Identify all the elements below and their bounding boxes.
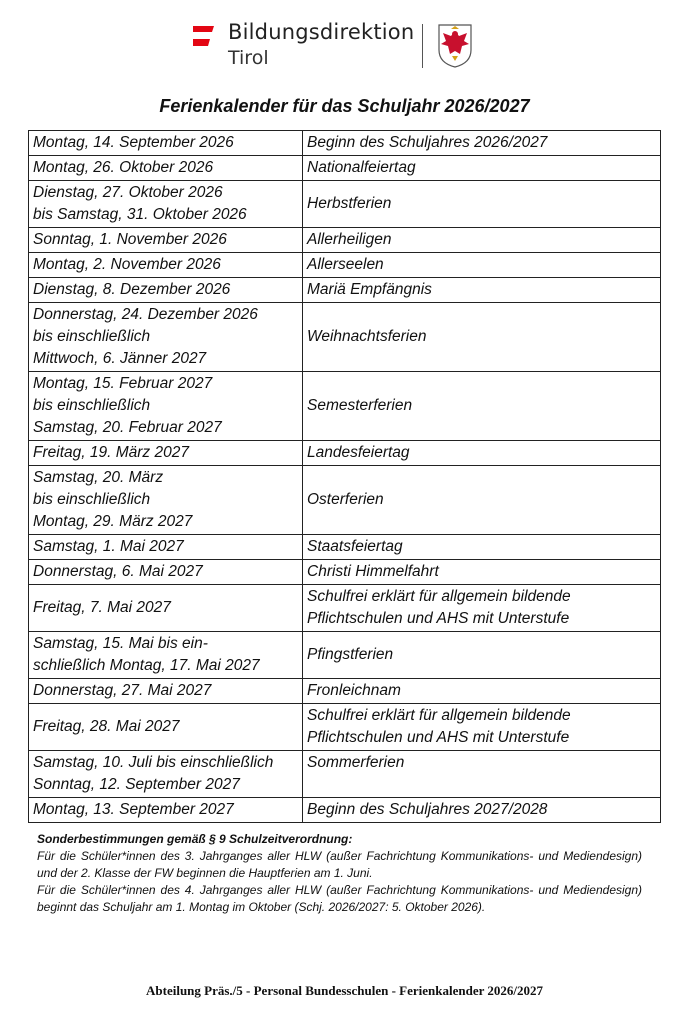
date-line: bis einschließlich bbox=[33, 491, 151, 508]
date-line: Donnerstag, 24. Dezember 2026 bbox=[33, 306, 258, 323]
event-line: Staatsfeiertag bbox=[307, 538, 403, 555]
date-cell bbox=[29, 131, 303, 156]
event-cell bbox=[303, 278, 661, 303]
logo-divider bbox=[422, 24, 423, 68]
special-provisions-paragraph-1: Für die Schüler*innen des 3. Jahrganges aller HLW (außer Fachrichtung Kommunikations- und Mediendesign) und der 2. Klasse der FW beginnen die Hauptferien am 1. Juni. bbox=[37, 849, 642, 880]
date-line: Samstag, 10. Juli bis einschließlich bbox=[33, 754, 274, 771]
event-line: Mariä Empfängnis bbox=[307, 281, 432, 298]
date-cell bbox=[29, 228, 303, 253]
date-line: Montag, 15. Februar 2027 bbox=[33, 375, 213, 392]
date-line: Donnerstag, 27. Mai 2027 bbox=[33, 682, 212, 699]
date-cell bbox=[29, 560, 303, 585]
page-footer: Abteilung Präs./5 - Personal Bundesschulen - Ferienkalender 2026/2027 bbox=[146, 983, 543, 998]
date-line: Freitag, 7. Mai 2027 bbox=[33, 599, 171, 616]
event-line: Nationalfeiertag bbox=[307, 159, 416, 176]
event-line: Pflichtschulen und AHS mit Unterstufe bbox=[307, 610, 570, 627]
date-cell bbox=[29, 372, 303, 441]
date-line: bis einschließlich bbox=[33, 328, 151, 345]
event-cell bbox=[303, 156, 661, 181]
table-row bbox=[29, 181, 661, 228]
event-cell bbox=[303, 704, 661, 751]
table-row bbox=[29, 560, 661, 585]
table-row bbox=[29, 303, 661, 372]
date-cell bbox=[29, 278, 303, 303]
event-cell bbox=[303, 253, 661, 278]
date-line: Freitag, 28. Mai 2027 bbox=[33, 718, 180, 735]
table-row bbox=[29, 798, 661, 823]
date-cell bbox=[29, 181, 303, 228]
date-cell bbox=[29, 751, 303, 798]
event-cell bbox=[303, 228, 661, 253]
special-provisions-paragraph-2: Für die Schüler*innen des 4. Jahrganges aller HLW (außer Fachrichtung Kommunikations- und Mediendesign) beginnt das Schuljahr am 1. Montag im Oktober (Schj. 2026/2027: 5. Oktober 2026). bbox=[37, 883, 642, 914]
date-cell bbox=[29, 441, 303, 466]
date-cell bbox=[29, 156, 303, 181]
event-cell bbox=[303, 441, 661, 466]
date-line: Montag, 13. September 2027 bbox=[33, 801, 234, 818]
org-name: Bildungsdirektion bbox=[228, 20, 415, 44]
event-line: Osterferien bbox=[307, 491, 384, 508]
table-row bbox=[29, 156, 661, 181]
event-line: Herbstferien bbox=[307, 195, 392, 212]
date-cell bbox=[29, 679, 303, 704]
austria-flag-icon bbox=[192, 25, 216, 47]
event-cell bbox=[303, 181, 661, 228]
date-line: Montag, 2. November 2026 bbox=[33, 256, 221, 273]
event-line: Allerheiligen bbox=[307, 231, 392, 248]
date-line: Samstag, 1. Mai 2027 bbox=[33, 538, 184, 555]
event-cell bbox=[303, 632, 661, 679]
date-line: Sonntag, 12. September 2027 bbox=[33, 776, 240, 793]
date-cell bbox=[29, 535, 303, 560]
table-row bbox=[29, 131, 661, 156]
org-subtitle: Tirol bbox=[228, 47, 269, 69]
table-row bbox=[29, 632, 661, 679]
event-line: Schulfrei erklärt für allgemein bildende bbox=[307, 588, 571, 605]
date-line: Dienstag, 8. Dezember 2026 bbox=[33, 281, 231, 298]
holiday-calendar-table bbox=[28, 130, 661, 823]
event-cell bbox=[303, 303, 661, 372]
date-cell bbox=[29, 303, 303, 372]
date-line: Montag, 26. Oktober 2026 bbox=[33, 159, 214, 176]
special-provisions bbox=[37, 831, 642, 916]
special-provisions-heading: Sonderbestimmungen gemäß § 9 Schulzeitverordnung: bbox=[37, 832, 353, 846]
page-title: Ferienkalender für das Schuljahr 2026/2027 bbox=[159, 96, 530, 116]
date-cell bbox=[29, 466, 303, 535]
event-line: Allerseelen bbox=[307, 256, 384, 273]
date-cell bbox=[29, 798, 303, 823]
table-row bbox=[29, 704, 661, 751]
event-line: Landesfeiertag bbox=[307, 444, 410, 461]
event-line: Pflichtschulen und AHS mit Unterstufe bbox=[307, 729, 570, 746]
table-row bbox=[29, 585, 661, 632]
table-row bbox=[29, 679, 661, 704]
event-line: Christi Himmelfahrt bbox=[307, 563, 439, 580]
event-line: Beginn des Schuljahres 2027/2028 bbox=[307, 801, 548, 818]
date-cell bbox=[29, 585, 303, 632]
date-line: Freitag, 19. März 2027 bbox=[33, 444, 189, 461]
table-row bbox=[29, 751, 661, 798]
table-row bbox=[29, 278, 661, 303]
date-cell bbox=[29, 253, 303, 278]
date-line: Dienstag, 27. Oktober 2026 bbox=[33, 184, 223, 201]
date-line: Montag, 14. September 2026 bbox=[33, 134, 234, 151]
event-cell bbox=[303, 131, 661, 156]
event-cell bbox=[303, 585, 661, 632]
event-line: Fronleichnam bbox=[307, 682, 401, 699]
event-cell bbox=[303, 372, 661, 441]
date-line: Donnerstag, 6. Mai 2027 bbox=[33, 563, 203, 580]
event-line: Semesterferien bbox=[307, 397, 413, 414]
table-row bbox=[29, 372, 661, 441]
event-cell bbox=[303, 679, 661, 704]
event-cell bbox=[303, 798, 661, 823]
date-cell bbox=[29, 632, 303, 679]
event-cell bbox=[303, 560, 661, 585]
event-line: Sommerferien bbox=[307, 754, 405, 771]
date-line: Montag, 29. März 2027 bbox=[33, 513, 193, 530]
table-row bbox=[29, 441, 661, 466]
event-line: Pfingstferien bbox=[307, 646, 394, 663]
event-cell bbox=[303, 535, 661, 560]
event-cell bbox=[303, 466, 661, 535]
table-row bbox=[29, 253, 661, 278]
header bbox=[190, 20, 480, 70]
tyrol-eagle-crest-icon bbox=[436, 22, 474, 68]
date-line: bis einschließlich bbox=[33, 397, 151, 414]
date-line: bis Samstag, 31. Oktober 2026 bbox=[33, 206, 247, 223]
date-line: Samstag, 20. März bbox=[33, 469, 164, 486]
event-line: Schulfrei erklärt für allgemein bildende bbox=[307, 707, 571, 724]
event-line: Beginn des Schuljahres 2026/2027 bbox=[307, 134, 548, 151]
event-cell bbox=[303, 751, 661, 798]
date-cell bbox=[29, 704, 303, 751]
date-line: Sonntag, 1. November 2026 bbox=[33, 231, 227, 248]
table-row bbox=[29, 228, 661, 253]
date-line: Samstag, 15. Mai bis ein- bbox=[33, 635, 208, 652]
date-line: schließlich Montag, 17. Mai 2027 bbox=[33, 657, 260, 674]
table-row bbox=[29, 535, 661, 560]
date-line: Samstag, 20. Februar 2027 bbox=[33, 419, 222, 436]
event-line: Weihnachtsferien bbox=[307, 328, 427, 345]
table-row bbox=[29, 466, 661, 535]
date-line: Mittwoch, 6. Jänner 2027 bbox=[33, 350, 207, 367]
